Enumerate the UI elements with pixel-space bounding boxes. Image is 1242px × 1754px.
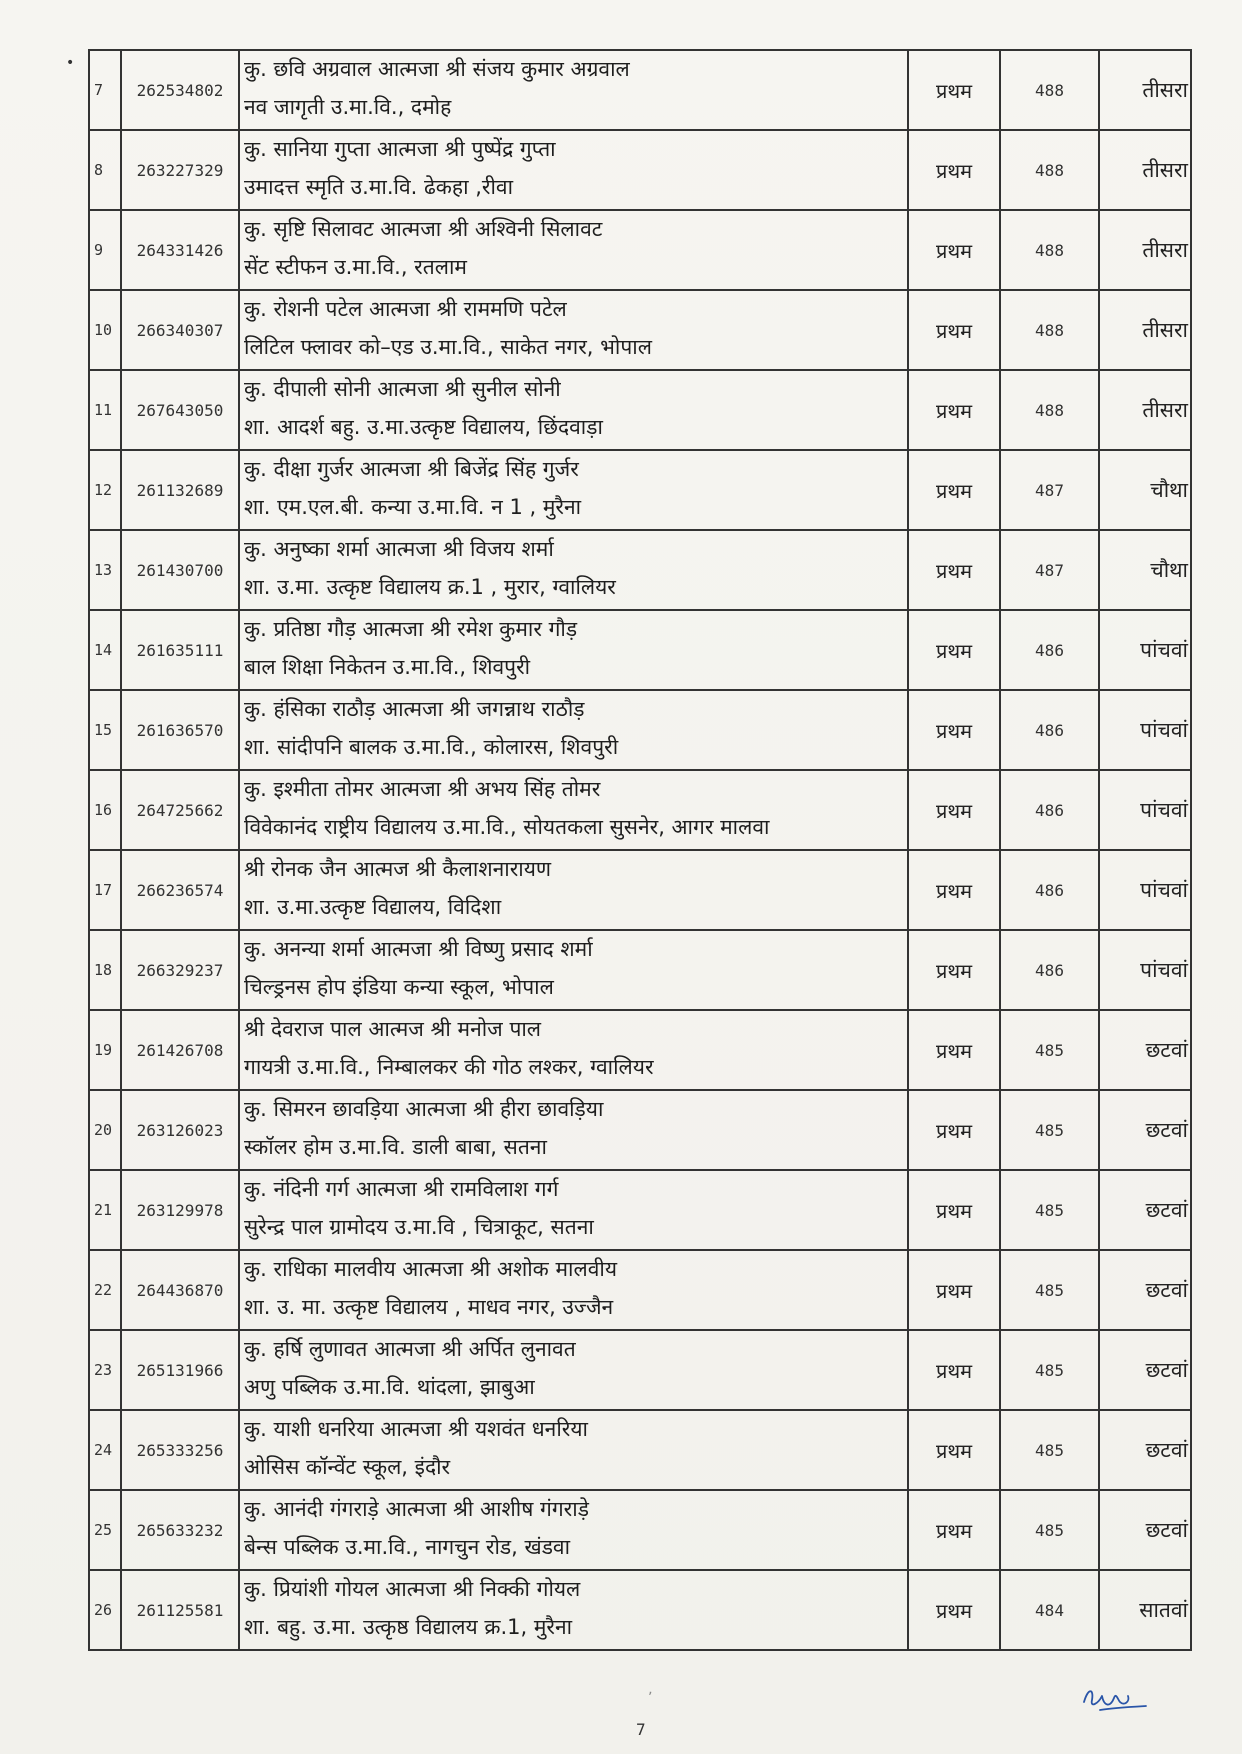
student-name: कु. सृष्टि सिलावट आत्मजा श्री अश्विनी सिलावट: [244, 217, 603, 241]
marks: 485: [1000, 1410, 1099, 1490]
student-details: [239, 1170, 908, 1250]
student-details: [239, 610, 908, 690]
school-name: शा. उ. मा. उत्कृष्ट विद्यालय , माधव नगर, उज्जैन: [244, 1295, 614, 1319]
student-details: [239, 50, 908, 130]
student-name: श्री देवराज पाल आत्मज श्री मनोज पाल: [244, 1017, 542, 1041]
serial-number: 11: [89, 370, 121, 450]
school-name: सेंट स्टीफन उ.मा.वि., रतलाम: [244, 255, 467, 279]
table-row: [89, 930, 1191, 1010]
serial-number: 19: [89, 1010, 121, 1090]
table-row: [89, 1250, 1191, 1330]
marks: 486: [1000, 690, 1099, 770]
roll-number: 261125581: [121, 1570, 239, 1650]
school-name: बेन्स पब्लिक उ.मा.वि., नागचुन रोड, खंडवा: [244, 1535, 571, 1559]
marks: 488: [1000, 370, 1099, 450]
marks: 488: [1000, 290, 1099, 370]
student-name: कु. दीक्षा गुर्जर आत्मजा श्री बिजेंद्र सिंह गुर्जर: [244, 457, 579, 481]
student-details: [239, 850, 908, 930]
serial-number: 20: [89, 1090, 121, 1170]
student-details: [239, 930, 908, 1010]
table-row: [89, 530, 1191, 610]
student-details: [239, 1090, 908, 1170]
rank: तीसरा: [1099, 370, 1191, 450]
serial-number: 10: [89, 290, 121, 370]
serial-number: 16: [89, 770, 121, 850]
table-row: [89, 130, 1191, 210]
student-details: [239, 1010, 908, 1090]
roll-number: 266340307: [121, 290, 239, 370]
student-name: कु. सिमरन छावड़िया आत्मजा श्री हीरा छावड़िया: [244, 1097, 604, 1121]
student-details: [239, 210, 908, 290]
marks: 488: [1000, 210, 1099, 290]
division: प्रथम: [908, 1410, 1000, 1490]
student-details: [239, 450, 908, 530]
student-name: कु. रोशनी पटेल आत्मजा श्री राममणि पटेल: [244, 297, 567, 321]
roll-number: 264725662: [121, 770, 239, 850]
table-row: [89, 610, 1191, 690]
roll-number: 265633232: [121, 1490, 239, 1570]
student-name: कु. हर्षि लुणावत आत्मजा श्री अर्पित लुनावत: [244, 1337, 576, 1361]
roll-number: 266329237: [121, 930, 239, 1010]
rank: छटवां: [1099, 1250, 1191, 1330]
division: प्रथम: [908, 290, 1000, 370]
rank: पांचवां: [1099, 930, 1191, 1010]
rank: छटवां: [1099, 1490, 1191, 1570]
table-row: [89, 290, 1191, 370]
school-name: शा. उ.मा.उत्कृष्ट विद्यालय, विदिशा: [244, 895, 502, 919]
student-name: कु. प्रतिष्ठा गौड़ आत्मजा श्री रमेश कुमार गौड़: [244, 617, 578, 641]
rank: छटवां: [1099, 1330, 1191, 1410]
student-name: कु. अनुष्का शर्मा आत्मजा श्री विजय शर्मा: [244, 537, 554, 561]
table-row: [89, 770, 1191, 850]
serial-number: 24: [89, 1410, 121, 1490]
division: प्रथम: [908, 1170, 1000, 1250]
division: प्रथम: [908, 210, 1000, 290]
student-details: [239, 370, 908, 450]
table-row: [89, 210, 1191, 290]
student-name: कु. दीपाली सोनी आत्मजा श्री सुनील सोनी: [244, 377, 561, 401]
school-name: ओसिस कॉन्वेंट स्कूल, इंदौर: [244, 1455, 451, 1479]
serial-number: 12: [89, 450, 121, 530]
initials-signature: [1080, 1680, 1150, 1716]
table-row: [89, 1330, 1191, 1410]
division: प्रथम: [908, 930, 1000, 1010]
marks: 488: [1000, 50, 1099, 130]
rank: छटवां: [1099, 1410, 1191, 1490]
marks: 485: [1000, 1090, 1099, 1170]
table-row: [89, 50, 1191, 130]
rank: तीसरा: [1099, 130, 1191, 210]
rank: पांचवां: [1099, 610, 1191, 690]
school-name: उमादत्त स्मृति उ.मा.वि. ढेकहा ,रीवा: [244, 175, 514, 199]
school-name: शा. बहु. उ.मा. उत्कृष्ठ विद्यालय क्र.1, मुरैना: [244, 1615, 573, 1639]
rank: तीसरा: [1099, 290, 1191, 370]
serial-number: 8: [89, 130, 121, 210]
marks: 486: [1000, 850, 1099, 930]
student-details: [239, 1570, 908, 1650]
school-name: चिल्ड्रनस होप इंडिया कन्या स्कूल, भोपाल: [244, 975, 554, 999]
student-details: [239, 130, 908, 210]
roll-number: 262534802: [121, 50, 239, 130]
division: प्रथम: [908, 130, 1000, 210]
marks: 486: [1000, 770, 1099, 850]
roll-number: 261426708: [121, 1010, 239, 1090]
student-name: कु. प्रियांशी गोयल आत्मजा श्री निक्की गोयल: [244, 1577, 581, 1601]
roll-number: 265333256: [121, 1410, 239, 1490]
marks: 486: [1000, 610, 1099, 690]
roll-number: 263227329: [121, 130, 239, 210]
school-name: स्कॉलर होम उ.मा.वि. डाली बाबा, सतना: [244, 1135, 547, 1159]
division: प्रथम: [908, 610, 1000, 690]
division: प्रथम: [908, 1570, 1000, 1650]
serial-number: 22: [89, 1250, 121, 1330]
marks: 484: [1000, 1570, 1099, 1650]
division: प्रथम: [908, 1330, 1000, 1410]
student-details: [239, 530, 908, 610]
table-row: [89, 1090, 1191, 1170]
marks: 485: [1000, 1170, 1099, 1250]
serial-number: 14: [89, 610, 121, 690]
student-name: श्री रोनक जैन आत्मज श्री कैलाशनारायण: [244, 857, 552, 881]
table-row: [89, 1570, 1191, 1650]
school-name: बाल शिक्षा निकेतन उ.मा.वि., शिवपुरी: [244, 655, 531, 679]
division: प्रथम: [908, 690, 1000, 770]
table-row: [89, 1410, 1191, 1490]
student-name: कु. अनन्या शर्मा आत्मजा श्री विष्णु प्रसाद शर्मा: [244, 937, 593, 961]
table-row: [89, 1010, 1191, 1090]
table-row: [89, 370, 1191, 450]
serial-number: 23: [89, 1330, 121, 1410]
marks: 485: [1000, 1010, 1099, 1090]
student-details: [239, 1490, 908, 1570]
rank: पांचवां: [1099, 850, 1191, 930]
marks: 485: [1000, 1250, 1099, 1330]
serial-number: 17: [89, 850, 121, 930]
student-name: कु. सानिया गुप्ता आत्मजा श्री पुष्पेंद्र गुप्ता: [244, 137, 556, 161]
student-name: कु. इश्मीता तोमर आत्मजा श्री अभय सिंह तोमर: [244, 777, 601, 801]
student-name: कु. याशी धनरिया आत्मजा श्री यशवंत धनरिया: [244, 1417, 588, 1441]
table-row: [89, 690, 1191, 770]
student-name: कु. नंदिनी गर्ग आत्मजा श्री रामविलाश गर्ग: [244, 1177, 559, 1201]
marks: 488: [1000, 130, 1099, 210]
roll-number: 261636570: [121, 690, 239, 770]
rank: पांचवां: [1099, 770, 1191, 850]
roll-number: 266236574: [121, 850, 239, 930]
student-details: [239, 1410, 908, 1490]
division: प्रथम: [908, 50, 1000, 130]
rank: छटवां: [1099, 1170, 1191, 1250]
serial-number: 21: [89, 1170, 121, 1250]
student-name: कु. राधिका मालवीय आत्मजा श्री अशोक मालवीय: [244, 1257, 618, 1281]
roll-number: 267643050: [121, 370, 239, 450]
school-name: विवेकानंद राष्ट्रीय विद्यालय उ.मा.वि., सोयतकला सुसनेर, आगर मालवा: [244, 815, 770, 839]
table-row: [89, 1490, 1191, 1570]
student-details: [239, 1250, 908, 1330]
school-name: सुरेन्द्र पाल ग्रामोदय उ.मा.वि , चित्राकूट, सतना: [244, 1215, 594, 1239]
roll-number: 264331426: [121, 210, 239, 290]
division: प्रथम: [908, 770, 1000, 850]
school-name: अणु पब्लिक उ.मा.वि. थांदला, झाबुआ: [244, 1375, 535, 1399]
student-details: [239, 1330, 908, 1410]
division: प्रथम: [908, 1490, 1000, 1570]
rank: चौथा: [1099, 530, 1191, 610]
serial-number: 25: [89, 1490, 121, 1570]
page-number: 7: [636, 1720, 646, 1739]
marks: 487: [1000, 450, 1099, 530]
student-name: कु. छवि अग्रवाल आत्मजा श्री संजय कुमार अग्रवाल: [244, 57, 630, 81]
student-details: [239, 690, 908, 770]
student-details: [239, 290, 908, 370]
serial-number: 18: [89, 930, 121, 1010]
school-name: नव जागृती उ.मा.वि., दमोह: [244, 95, 452, 119]
rank: सातवां: [1099, 1570, 1191, 1650]
marks: 487: [1000, 530, 1099, 610]
school-name: लिटिल फ्लावर को–एड उ.मा.वि., साकेत नगर, भोपाल: [244, 335, 652, 359]
marks: 485: [1000, 1490, 1099, 1570]
rank: छटवां: [1099, 1090, 1191, 1170]
marks: 486: [1000, 930, 1099, 1010]
school-name: शा. एम.एल.बी. कन्या उ.मा.वि. न 1 , मुरैना: [244, 495, 582, 519]
division: प्रथम: [908, 1090, 1000, 1170]
school-name: शा. सांदीपनि बालक उ.मा.वि., कोलारस, शिवपुरी: [244, 735, 619, 759]
division: प्रथम: [908, 530, 1000, 610]
student-name: कु. आनंदी गंगराड़े आत्मजा श्री आशीष गंगराड़े: [244, 1497, 589, 1521]
roll-number: 261132689: [121, 450, 239, 530]
roll-number: 261430700: [121, 530, 239, 610]
division: प्रथम: [908, 370, 1000, 450]
table-row: [89, 850, 1191, 930]
margin-mark: •: [66, 55, 75, 71]
roll-number: 263129978: [121, 1170, 239, 1250]
rank: तीसरा: [1099, 50, 1191, 130]
school-name: शा. आदर्श बहु. उ.मा.उत्कृष्ट विद्यालय, छिंदवाड़ा: [244, 415, 603, 439]
division: प्रथम: [908, 850, 1000, 930]
rank: छटवां: [1099, 1010, 1191, 1090]
school-name: शा. उ.मा. उत्कृष्ट विद्यालय क्र.1 , मुरार, ग्वालियर: [244, 575, 616, 599]
division: प्रथम: [908, 450, 1000, 530]
rank: तीसरा: [1099, 210, 1191, 290]
student-details: [239, 770, 908, 850]
results-table: [88, 49, 1192, 1651]
student-name: कु. हंसिका राठौड़ आत्मजा श्री जगन्नाथ राठौड़: [244, 697, 585, 721]
division: प्रथम: [908, 1010, 1000, 1090]
roll-number: 261635111: [121, 610, 239, 690]
serial-number: 15: [89, 690, 121, 770]
results-table-body: [89, 50, 1191, 1650]
table-row: [89, 1170, 1191, 1250]
marks: 485: [1000, 1330, 1099, 1410]
serial-number: 13: [89, 530, 121, 610]
division: प्रथम: [908, 1250, 1000, 1330]
roll-number: 263126023: [121, 1090, 239, 1170]
table-row: [89, 450, 1191, 530]
rank: पांचवां: [1099, 690, 1191, 770]
serial-number: 9: [89, 210, 121, 290]
serial-number: 7: [89, 50, 121, 130]
serial-number: 26: [89, 1570, 121, 1650]
roll-number: 264436870: [121, 1250, 239, 1330]
rank: चौथा: [1099, 450, 1191, 530]
school-name: गायत्री उ.मा.वि., निम्बालकर की गोठ लश्कर, ग्वालियर: [244, 1055, 654, 1079]
roll-number: 265131966: [121, 1330, 239, 1410]
pen-tick-mark: ʼ: [648, 1690, 653, 1706]
